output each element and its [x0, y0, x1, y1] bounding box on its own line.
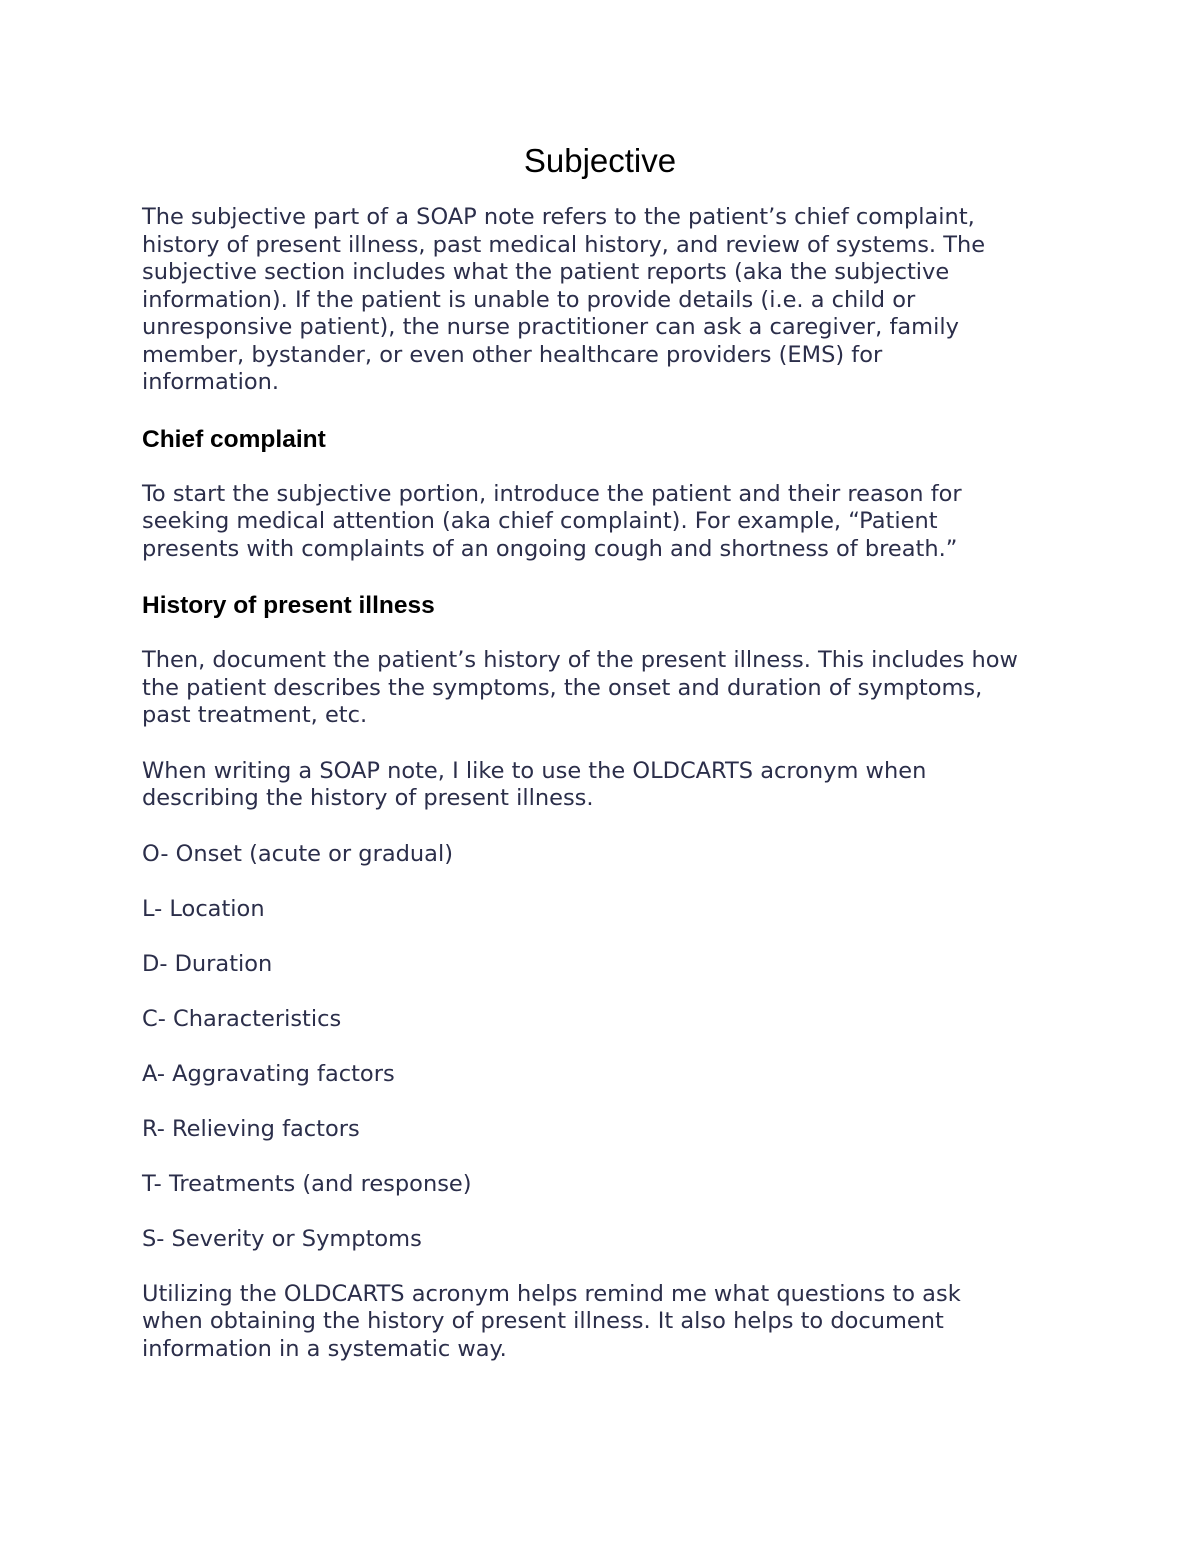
oldcarts-item-onset: O- Onset (acute or gradual)	[142, 840, 453, 867]
intro-line: information). If the patient is unable to provide details (i.e. a child or	[142, 286, 916, 313]
oldcarts-item-duration: D- Duration	[142, 950, 273, 977]
oldcarts-intro-line: When writing a SOAP note, I like to use the OLDCARTS acronym when	[142, 757, 927, 784]
oldcarts-intro-line: describing the history of present illness.	[142, 785, 594, 811]
hpi-line: past treatment, etc.	[142, 702, 368, 728]
intro-line: information.	[142, 369, 280, 395]
closing-line: when obtaining the history of present illness. It also helps to document	[142, 1308, 944, 1334]
hpi-line: Then, document the patient’s history of the present illness. This includes how	[142, 647, 1018, 673]
intro-line: The subjective part of a SOAP note refers to the patient’s chief complaint,	[142, 204, 975, 230]
intro-line: history of present illness, past medical history, and review of systems. The	[142, 231, 986, 258]
oldcarts-item-relieving: R- Relieving factors	[142, 1115, 360, 1142]
hpi-paragraph	[142, 647, 1072, 730]
chief-complaint-line: seeking medical attention (aka chief complaint). For example, “Patient	[142, 508, 938, 534]
closing-line: Utilizing the OLDCARTS acronym helps remind me what questions to ask	[142, 1280, 961, 1307]
oldcarts-item-severity: S- Severity or Symptoms	[142, 1225, 422, 1252]
oldcarts-item-treatments: T- Treatments (and response)	[142, 1170, 472, 1197]
intro-line: member, bystander, or even other healthcare providers (EMS) for	[142, 341, 883, 368]
oldcarts-item-location: L- Location	[142, 895, 265, 922]
chief-complaint-paragraph	[142, 481, 1072, 564]
closing-line: information in a systematic way.	[142, 1335, 507, 1362]
oldcarts-intro-paragraph	[142, 758, 1072, 813]
intro-line: unresponsive patient), the nurse practitioner can ask a caregiver, family	[142, 314, 959, 340]
intro-paragraph	[142, 204, 1072, 397]
chief-complaint-line: presents with complaints of an ongoing cough and shortness of breath.”	[142, 535, 958, 562]
hpi-line: the patient describes the symptoms, the onset and duration of symptoms,	[142, 674, 983, 701]
chief-complaint-heading: Chief complaint	[142, 425, 326, 453]
oldcarts-item-characteristics: C- Characteristics	[142, 1005, 342, 1032]
chief-complaint-line: To start the subjective portion, introduce the patient and their reason for	[142, 480, 962, 507]
intro-line: subjective section includes what the patient reports (aka the subjective	[142, 259, 950, 285]
closing-paragraph	[142, 1281, 1072, 1364]
hpi-heading: History of present illness	[142, 592, 435, 619]
document-body	[142, 140, 1072, 1391]
page-title: Subjective	[523, 142, 677, 179]
oldcarts-item-aggravating: A- Aggravating factors	[142, 1060, 395, 1087]
